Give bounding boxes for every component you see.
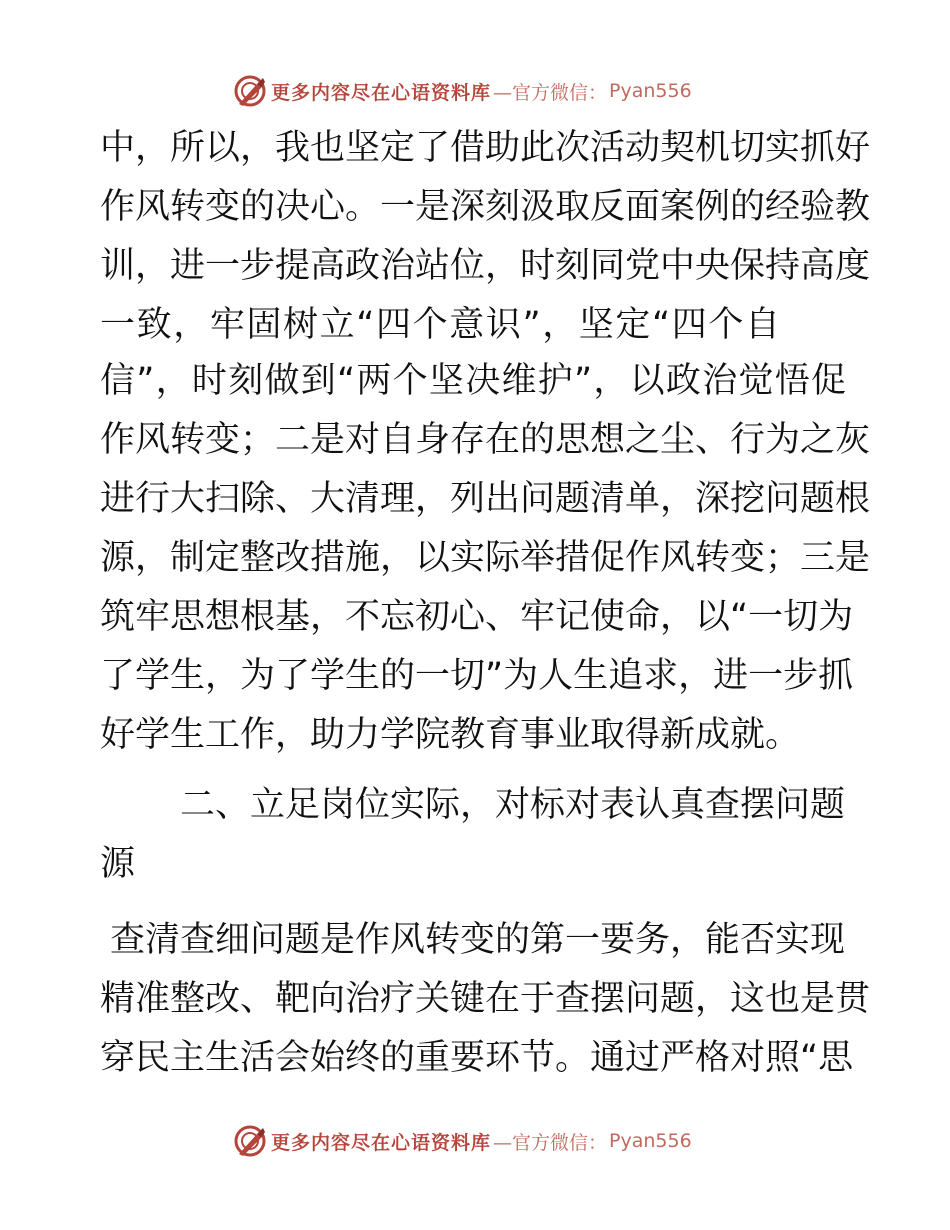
watermark-contact-label: —官方微信： (493, 1131, 608, 1154)
watermark-contact-label: —官方微信： (493, 81, 608, 104)
watermark-brand: 更多内容尽在心语资料库 (271, 81, 492, 104)
paragraph-line: 作风转变的决心。一是深刻汲取反面案例的经验教 (100, 187, 871, 227)
section-heading-continuation: 源 (100, 844, 136, 884)
watermark-wechat-id: Pyan556 (609, 80, 692, 102)
paragraph-line: 查清查细问题是作风转变的第一要务，能否实现 (110, 920, 846, 960)
pen-logo-icon (233, 1124, 267, 1158)
section-heading: 二、立足岗位实际，对标对表认真查摆问题 (180, 785, 846, 825)
paragraph-line: 作风转变；二是对自身存在的思想之尘、行为之灰 (100, 420, 871, 460)
watermark-brand: 更多内容尽在心语资料库 (271, 1131, 492, 1154)
watermark-header (233, 73, 692, 109)
paragraph-line: 了学生，为了学生的一切”为人生追求，进一步抓 (100, 656, 854, 696)
paragraph-line: 训，进一步提高政治站位，时刻同党中央保持高度 (100, 246, 871, 286)
paragraph-line: 穿民主生活会始终的重要环节。通过严格对照“思 (100, 1038, 854, 1078)
paragraph-line: 进行大扫除、大清理，列出问题清单，深挖问题根 (100, 479, 871, 519)
paragraph-line: 精准整改、靶向治疗关键在于查摆问题，这也是贯 (100, 979, 871, 1019)
pen-logo-icon (233, 74, 267, 108)
paragraph-line: 好学生工作，助力学院教育事业取得新成就。 (100, 715, 801, 755)
paragraph-line: 信”，时刻做到“两个坚决维护”，以政治觉悟促 (100, 361, 846, 401)
watermark-footer (233, 1123, 692, 1159)
paragraph-line: 中，所以，我也坚定了借助此次活动契机切实抓好 (100, 128, 871, 168)
paragraph-line: 筑牢思想根基，不忘初心、牢记使命，以“一切为 (100, 597, 854, 637)
paragraph-line: 源，制定整改措施，以实际举措促作风转变；三是 (100, 538, 871, 578)
watermark-wechat-id: Pyan556 (609, 1130, 692, 1152)
paragraph-line: 一致，牢固树立“四个意识”，坚定“四个自 (100, 305, 780, 345)
